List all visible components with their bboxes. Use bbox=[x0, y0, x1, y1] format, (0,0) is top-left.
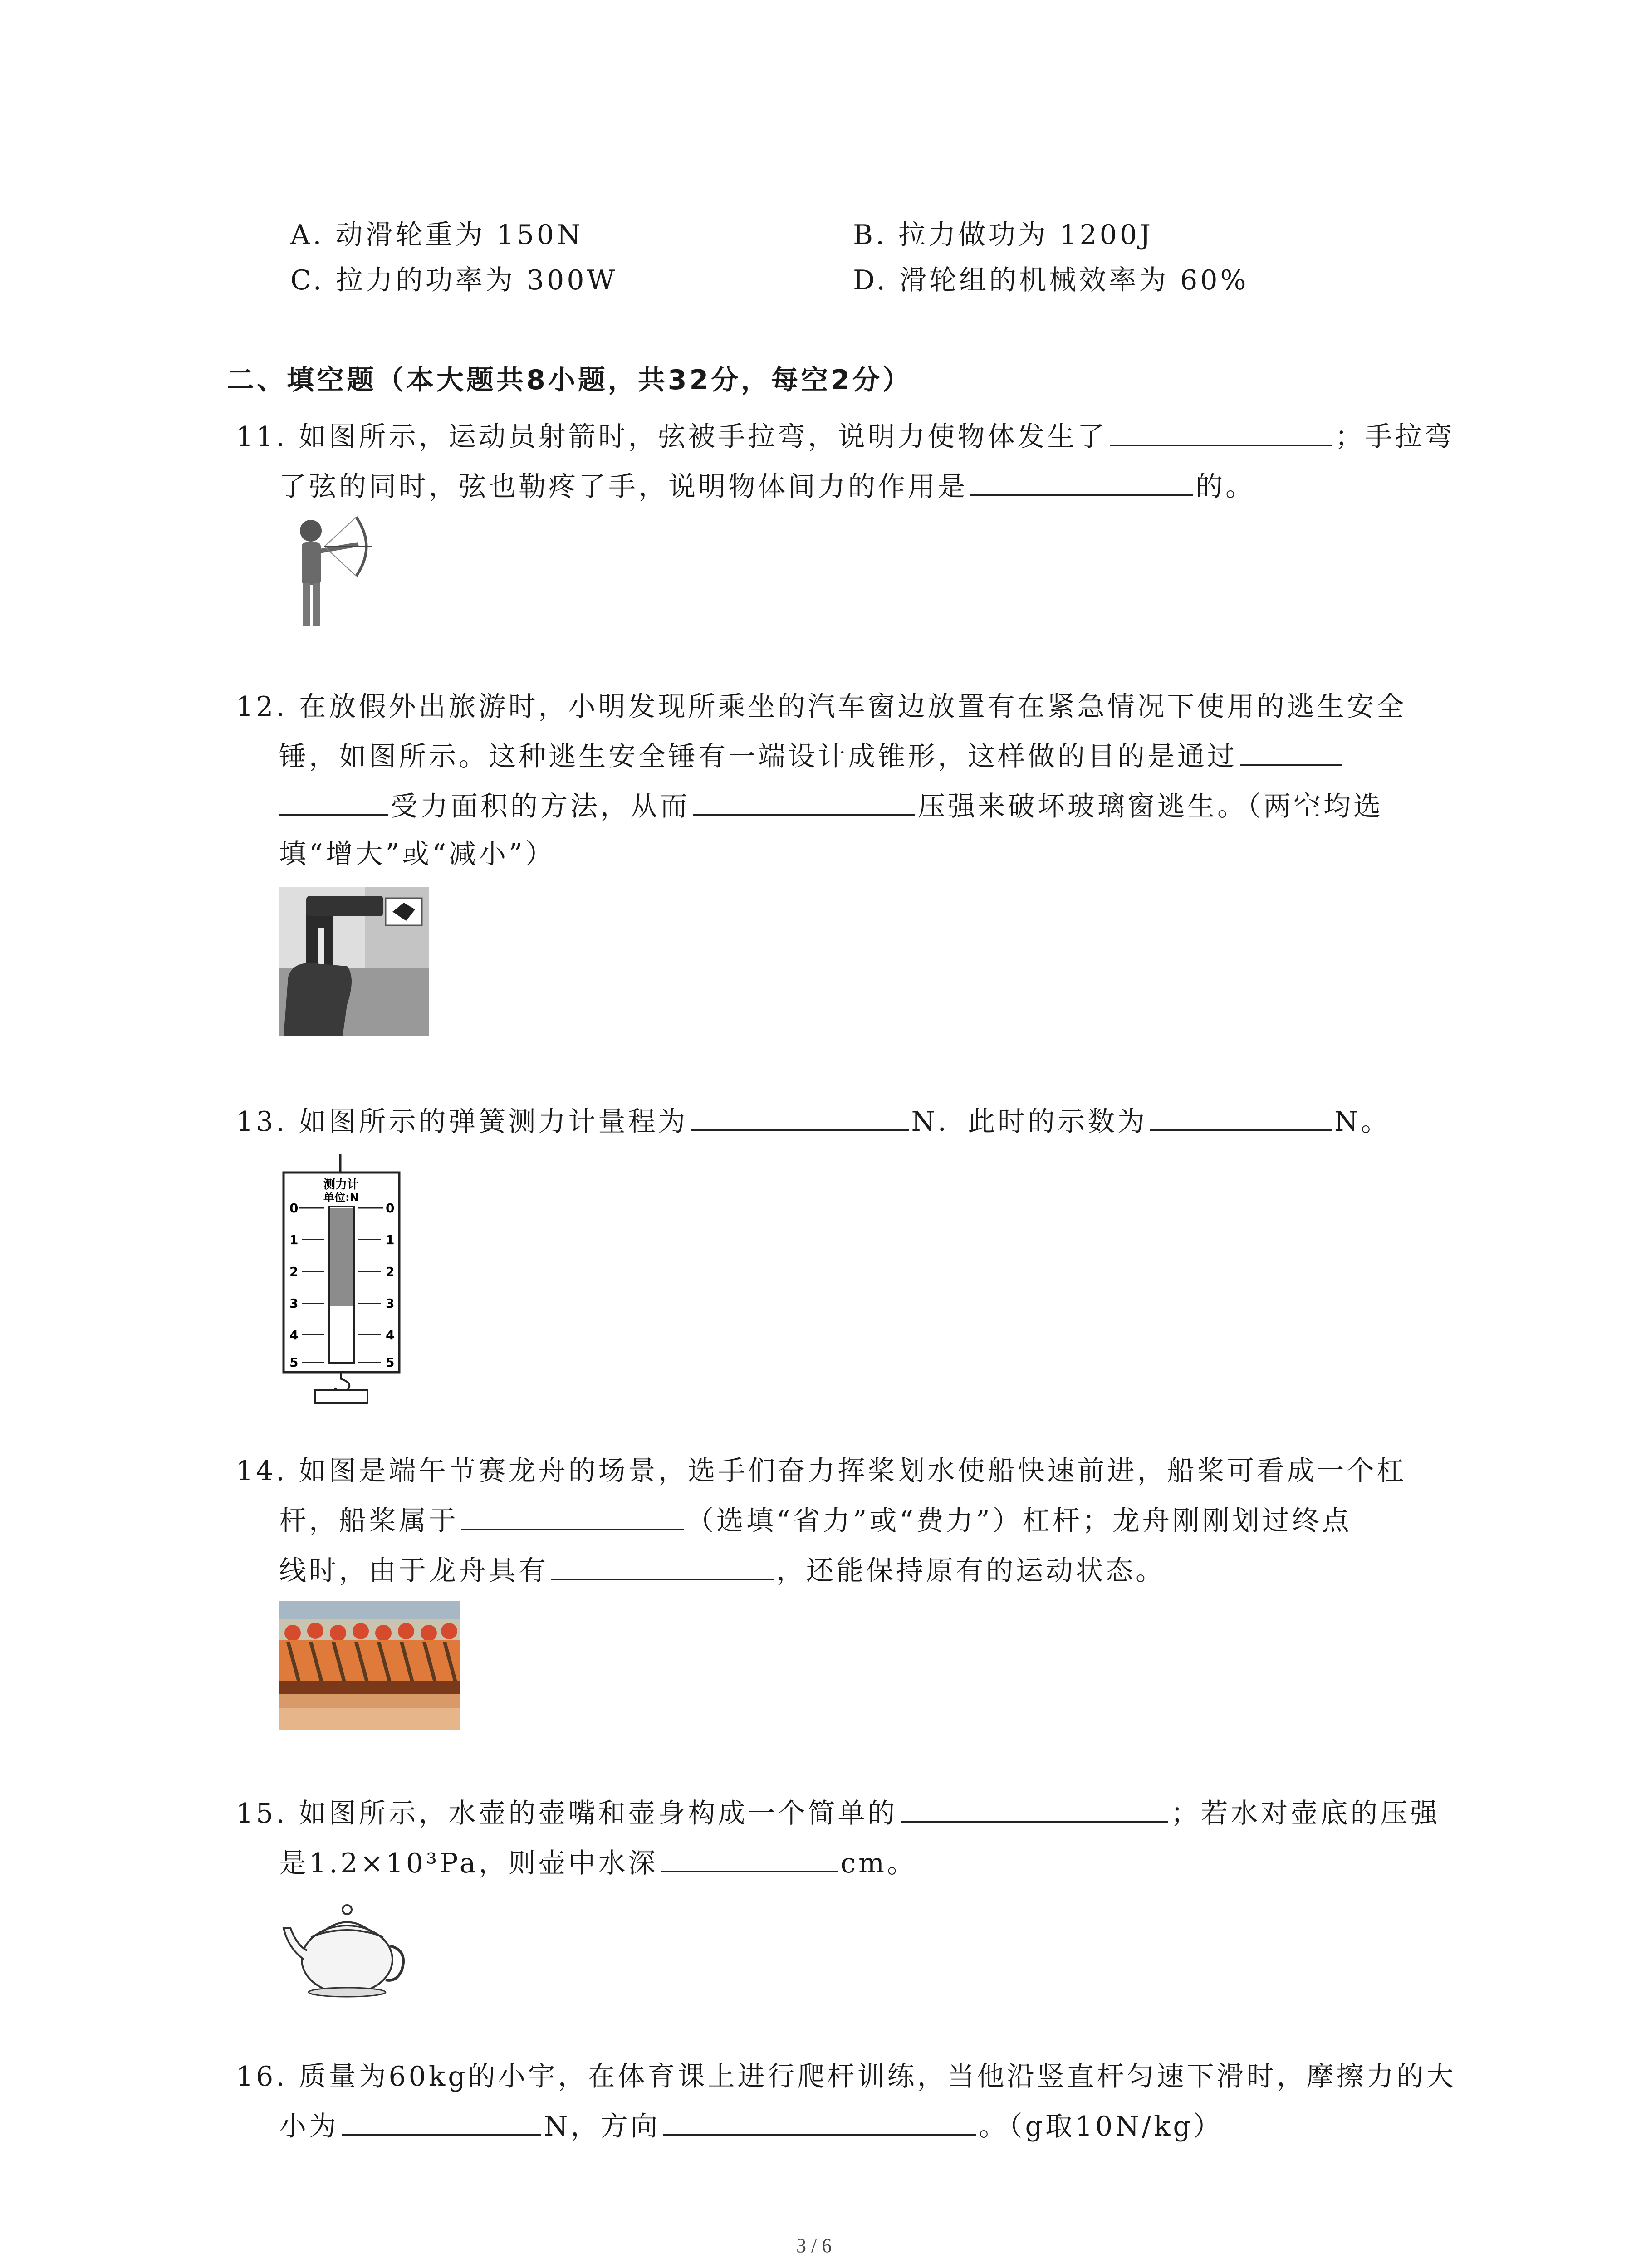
q13-line1 bbox=[236, 1100, 1391, 1144]
q16-text-3: 。（g取10N/kg） bbox=[979, 2111, 1223, 2142]
q11-text-4: 的。 bbox=[1195, 471, 1255, 503]
archer-figure bbox=[279, 513, 383, 631]
q15-text-3: 是1.2×10³Pa，则壶中水深 bbox=[279, 1848, 658, 1879]
q15-text-4: cm。 bbox=[840, 1848, 917, 1879]
spring-scale-figure bbox=[281, 1154, 404, 1404]
q11-text-1: 11. 如图所示，运动员射箭时，弦被手拉弯，说明力使物体发生了 bbox=[236, 421, 1107, 453]
q12-text-2: 受力面积的方法，从而 bbox=[391, 791, 690, 822]
q14-line3 bbox=[279, 1549, 1166, 1593]
section-heading: 二、填空题（本大题共8小题，共32分，每空2分） bbox=[227, 364, 912, 396]
q15-text-2: ；若水对壶底的压强 bbox=[1171, 1798, 1440, 1829]
q16-blank-2[interactable] bbox=[663, 2107, 976, 2136]
q15-text-1: 15. 如图所示，水壶的壶嘴和壶身构成一个简单的 bbox=[236, 1798, 898, 1829]
q11-blank-1[interactable] bbox=[1110, 417, 1332, 446]
q15-line1 bbox=[236, 1792, 1440, 1835]
q11-text-2: ；手拉弯 bbox=[1335, 421, 1455, 453]
gauge-title-1: 测力计 bbox=[323, 1178, 359, 1192]
q12-text-1: 锤，如图所示。这种逃生安全锤有一端设计成锥形，这样做的目的是通过 bbox=[279, 741, 1237, 772]
q12-blank-2[interactable] bbox=[693, 787, 915, 816]
gauge-tick-right-1: 1 bbox=[386, 1232, 395, 1247]
q12-line1: 12. 在放假外出旅游时，小明发现所乘坐的汽车窗边放置有在紧急情况下使用的逃生安全 bbox=[236, 691, 1407, 723]
gauge-tick-left-5: 5 bbox=[289, 1355, 299, 1370]
q14-blank-1[interactable] bbox=[461, 1501, 684, 1530]
q11-line2 bbox=[279, 465, 1255, 508]
q14-line2 bbox=[279, 1499, 1352, 1543]
q15-line2 bbox=[279, 1842, 917, 1885]
q11-line1 bbox=[236, 415, 1455, 459]
gauge-tick-left-3: 3 bbox=[289, 1296, 299, 1311]
q13-text-1: 13. 如图所示的弹簧测力计量程为 bbox=[236, 1106, 688, 1138]
q12-line4: 填“增大”或“减小”） bbox=[279, 838, 555, 870]
q13-blank-2[interactable] bbox=[1150, 1102, 1332, 1131]
kettle-figure bbox=[279, 1892, 411, 2000]
q14-text-4: ，还能保持原有的运动状态。 bbox=[776, 1555, 1166, 1587]
q14-text-2: （选填“省力”或“费力”）杠杆；龙舟刚刚划过终点 bbox=[686, 1505, 1352, 1537]
q12-blank-1b[interactable] bbox=[279, 787, 388, 816]
q16-text-1: 小为 bbox=[279, 2111, 339, 2142]
gauge-tick-right-3: 3 bbox=[386, 1296, 395, 1311]
option-a: A. 动滑轮重为 150N bbox=[290, 219, 583, 251]
q12-text-3: 压强来破坏玻璃窗逃生。（两空均选 bbox=[918, 791, 1383, 822]
option-c: C. 拉力的功率为 300W bbox=[290, 264, 618, 296]
q12-blank-1a[interactable] bbox=[1240, 737, 1342, 766]
dragon-boat-figure bbox=[279, 1601, 460, 1730]
gauge-tick-right-4: 4 bbox=[386, 1328, 395, 1343]
q16-line2 bbox=[279, 2105, 1223, 2148]
gauge-tick-right-5: 5 bbox=[386, 1355, 395, 1370]
q14-blank-2[interactable] bbox=[551, 1551, 774, 1580]
q13-text-3: N。 bbox=[1334, 1106, 1391, 1138]
q14-line1: 14. 如图是端午节赛龙舟的场景，选手们奋力挥桨划水使船快速前进，船桨可看成一个杠 bbox=[236, 1455, 1407, 1487]
q13-blank-1[interactable] bbox=[691, 1102, 909, 1131]
q12-line2 bbox=[279, 735, 1345, 778]
safety-hammer-figure bbox=[279, 887, 429, 1036]
gauge-tick-right-2: 2 bbox=[386, 1264, 395, 1279]
gauge-tick-right-0: 0 bbox=[386, 1201, 395, 1216]
q12-line3 bbox=[279, 785, 1383, 828]
q14-text-1: 杆，船桨属于 bbox=[279, 1505, 459, 1537]
gauge-tick-left-4: 4 bbox=[289, 1328, 299, 1343]
gauge-tick-left-1: 1 bbox=[289, 1232, 299, 1247]
gauge-title-2: 单位:N bbox=[323, 1191, 359, 1204]
q15-blank-1[interactable] bbox=[901, 1794, 1168, 1823]
q16-text-2: N，方向 bbox=[544, 2111, 661, 2142]
q16-line1: 16. 质量为60kg的小宇，在体育课上进行爬杆训练，当他沿竖直杆匀速下滑时，摩擦力的大 bbox=[236, 2061, 1456, 2092]
gauge-tick-left-0: 0 bbox=[289, 1201, 299, 1216]
q16-blank-1[interactable] bbox=[342, 2107, 541, 2136]
q11-blank-2[interactable] bbox=[970, 467, 1193, 496]
q15-blank-2[interactable] bbox=[661, 1844, 838, 1872]
q11-text-3: 了弦的同时，弦也勒疼了手，说明物体间力的作用是 bbox=[279, 471, 968, 503]
option-b: B. 拉力做功为 1200J bbox=[853, 219, 1154, 251]
q13-text-2: N．此时的示数为 bbox=[911, 1106, 1147, 1138]
gauge-tick-left-2: 2 bbox=[289, 1264, 299, 1279]
page-number: 3 / 6 bbox=[796, 2234, 832, 2257]
option-d: D. 滑轮组的机械效率为 60% bbox=[853, 264, 1249, 296]
q14-text-3: 线时，由于龙舟具有 bbox=[279, 1555, 549, 1587]
